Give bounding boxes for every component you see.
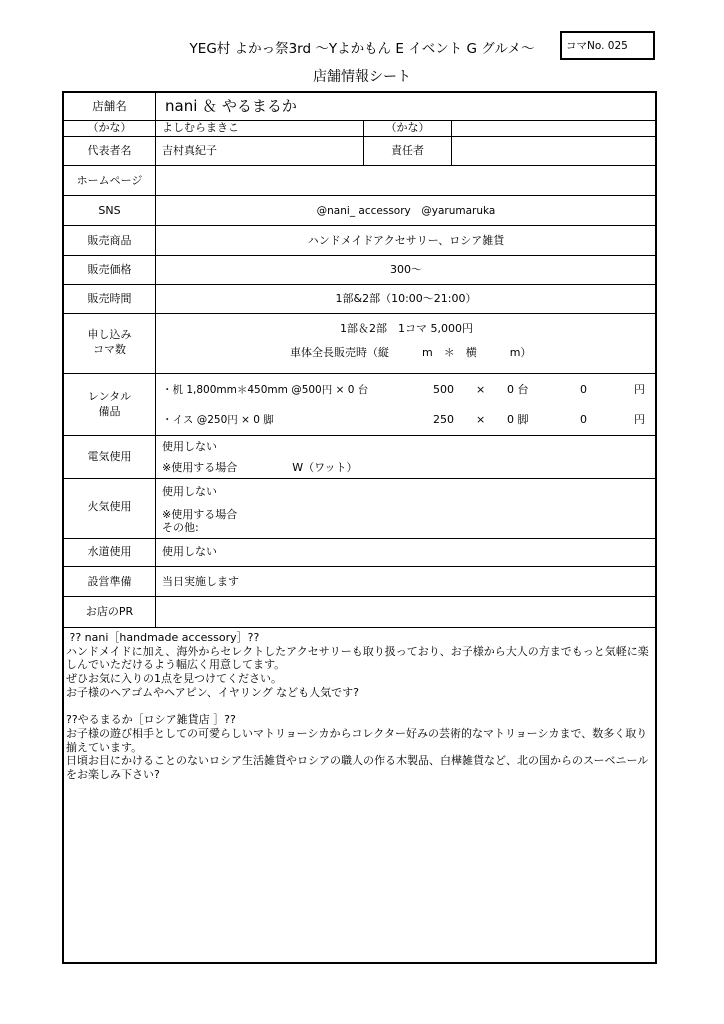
label-fire: 火気使用 <box>87 500 132 513</box>
rental-item-yen: 円 <box>634 413 645 426</box>
koma-number: コマNo. 025 <box>566 40 628 52</box>
apply-line-1: 1部＆2部 1コマ 5,000円 <box>340 322 473 335</box>
label-shop-name: 店舗名 <box>92 99 127 113</box>
rental-item-name: ・机 1,800mm＊450mm @500円 × 0 台 <box>162 384 369 396</box>
kana-value: よしむらまきこ <box>162 121 239 134</box>
label-manager: 責任者 <box>391 144 424 157</box>
rental-item-unit: 500 <box>433 383 454 396</box>
rental-item-unit: 250 <box>433 413 454 426</box>
hours-value: 1部&2部（10:00～21:00） <box>335 292 477 305</box>
rental-item-yen: 円 <box>634 383 645 396</box>
rental-item-times: × <box>476 413 486 426</box>
label-rental-2: 備品 <box>98 405 121 418</box>
rental-item-qty: 0 台 <box>507 383 529 396</box>
label-pr: お店のPR <box>85 605 134 618</box>
fire-line-2: ※使用する場合 <box>162 508 238 521</box>
rental-item-total: 0 <box>580 413 587 426</box>
page-title: YEG村 よかっ祭3rd ～Yよかもん E イベント G グルメ～ <box>189 41 535 57</box>
label-water: 水道使用 <box>87 545 132 558</box>
sns-value: @nani_ accessory @yarumaruka <box>316 205 496 217</box>
fire-line-1: 使用しない <box>162 485 217 498</box>
label-apply-2: コマ数 <box>93 343 126 356</box>
label-price: 販売価格 <box>87 263 132 276</box>
apply-line-2: 車体全長販売時（縦 m ＊ 横 m） <box>290 346 532 359</box>
koma-number-box <box>560 31 655 60</box>
label-rental-1: レンタル <box>87 390 132 403</box>
water-value: 使用しない <box>162 545 217 558</box>
electric-line-2: ※使用する場合 W（ワット） <box>162 461 358 474</box>
label-apply-1: 申し込み <box>87 328 132 341</box>
label-representative: 代表者名 <box>87 144 132 157</box>
sheet-subtitle: 店舗情報シート <box>313 69 411 85</box>
label-sns: SNS <box>98 204 121 217</box>
label-kana-2: （かな） <box>385 121 430 134</box>
label-homepage: ホームページ <box>76 174 143 187</box>
label-products: 販売商品 <box>87 234 132 247</box>
rental-item-name: ・イス @250円 × 0 脚 <box>162 414 274 426</box>
fire-line-3: その他: <box>162 521 199 534</box>
label-kana: （かな） <box>87 121 132 134</box>
rental-item-total: 0 <box>580 383 587 396</box>
rental-item-qty: 0 脚 <box>507 413 529 426</box>
representative-value: 吉村真紀子 <box>162 144 217 157</box>
label-electric: 電気使用 <box>87 450 132 463</box>
setup-value: 当日実施します <box>162 575 239 588</box>
pr-text: ?? nani［handmade accessory］?? ハンドメイドに加え、海外からセレクトしたアクセサリーも取り扱っており、お子様から大人の方までもっと気軽に楽しんでいただけるよう幅広く用意してます。 ぜひお気に入りの1点を見つけてください。 お子様のヘアゴムやヘアピン、イヤリング なども人気です? ??やるまるか［ロシア雑貨店 ］?? お子様の遊び相手としての可愛らしいマトリョーシカからコレクター好みの芸術的なマトリョーシカまで、数多く取り揃えています。 日頃お目にかけることのないロシア生活雑貨やロシアの職人の作る木製品、白樺雑貨など、北の国からのスーベニールをお楽しみ下さい? <box>66 631 649 782</box>
products-value: ハンドメイドアクセサリー、ロシア雑貨 <box>307 234 505 247</box>
label-hours: 販売時間 <box>87 292 132 305</box>
price-value: 300～ <box>390 263 422 276</box>
label-setup: 設営準備 <box>87 575 132 588</box>
rental-item-times: × <box>476 383 486 396</box>
shop-name-value: nani ＆ やるまるか <box>165 97 297 115</box>
electric-line-1: 使用しない <box>162 440 217 453</box>
